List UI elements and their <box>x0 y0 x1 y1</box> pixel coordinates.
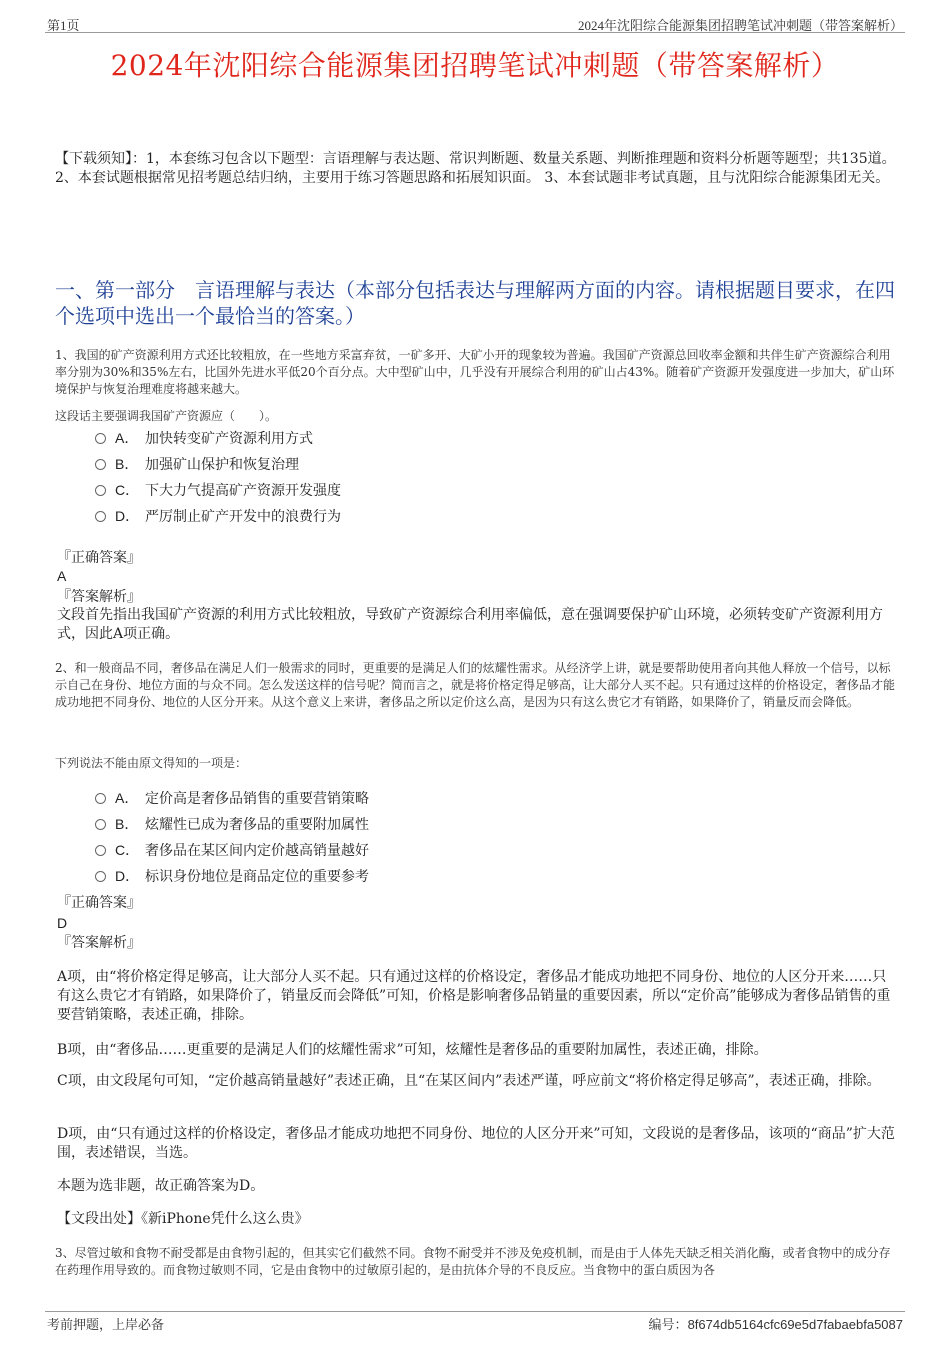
q2-answer-label: 『正确答案』 <box>57 895 141 911</box>
q1-analysis: 文段首先指出我国矿产资源的利用方式比较粗放，导致矿产资源综合利用率偏低，意在强调要保护矿山环境，必须转变矿产资源利用方式，因此A项正确。 <box>57 607 883 642</box>
download-notice: 【下载须知】：1，本套练习包含以下题型：言语理解与表达题、常识判断题、数量关系题、判断推理题和资料分析题等题型；共135道。 2、本套试题根据常见招考题总结归纳，主要用于练习答题思路和拓展知识面。 3、本套试题非考试真题，且与沈阳综合能源集团无关。 <box>55 151 896 186</box>
q2-analysis-a: A项，由“将价格定得足够高，让大部分人买不起。只有通过这样的价格设定，奢侈品才能成功地把不同身份、地位的人区分开来……只有这么贵它才有销路，如果降价了，销量反而会降低”可知，价格是影响奢侈品销量的重要因素，所以“定价高”能够成为奢侈品销售的重要营销策略，表述正确，排除。 <box>57 969 891 1023</box>
q2-analysis-d: D项，由“只有通过这样的价格设定，奢侈品才能成功地把不同身份、地位的人区分开来”可知，文段说的是奢侈品，该项的“商品”扩大范围，表述错误，当选。 <box>57 1126 895 1161</box>
q1-analysis-label: 『答案解析』 <box>57 589 141 605</box>
section-heading: 一、第一部分 言语理解与表达（本部分包括表达与理解两方面的内容。请根据题目要求，在四个选项中选出一个最恰当的答案。） <box>55 278 895 328</box>
q2-conclusion: 本题为选非题，故正确答案为D。 <box>57 1178 265 1194</box>
question-1-ask: 这段话主要强调我国矿产资源应（ ）。 <box>55 409 278 423</box>
q2-option-b[interactable]: B． 炫耀性已成为奢侈品的重要附加属性 <box>95 814 369 834</box>
question-2-ask: 下列说法不能由原文得知的一项是： <box>55 756 248 770</box>
q1-option-d[interactable]: D． 严厉制止矿产开发中的浪费行为 <box>95 506 341 526</box>
q2-analysis-b: B项，由“奢侈品……更重要的是满足人们的炫耀性需求”可知，炫耀性是奢侈品的重要附加属性，表述正确，排除。 <box>57 1042 768 1058</box>
footer-divider <box>45 1311 905 1312</box>
radio-icon[interactable] <box>95 459 106 470</box>
question-2-stem: 2、和一般商品不同，奢侈品在满足人们一般需求的同时，更重要的是满足人们的炫耀性需求。从经济学上讲，就是要帮助使用者向其他人释放一个信号，以标示自己在身份、地位方面的与众不同。怎么发送这样的信号呢？简而言之，就是将价格定得足够高，让大部分人买不起。只有通过这样的价格设定，奢侈品才能成功地把不同身份、地位的人区分开来。从这个意义上来讲，奢侈品之所以定价这么高，是因为只有这么贵它才有销路，如果降价了，销量反而会降低。 <box>55 661 896 709</box>
page-number: 第1页 <box>47 18 80 33</box>
header-doc-title: 2024年沈阳综合能源集团招聘笔试冲刺题（带答案解析） <box>577 18 903 33</box>
q1-answer-label: 『正确答案』 <box>57 550 141 566</box>
q1-option-b[interactable]: B． 加强矿山保护和恢复治理 <box>95 454 299 474</box>
radio-icon[interactable] <box>95 485 106 496</box>
radio-icon[interactable] <box>95 845 106 856</box>
question-1-stem: 1、我国的矿产资源利用方式还比较粗放，在一些地方采富弃贫，一矿多开、大矿小开的现象较为普遍。我国矿产资源总回收率金额和共伴生矿产资源综合利用率分别为30%和35%左右，比国外先进水平低20个百分点。大中型矿山中，几乎没有开展综合利用的矿山占43%。随着矿产资源开发强度进一步加大，矿山环境保护与恢复治理难度将越来越大。 <box>55 348 895 396</box>
q2-analysis-c: C项，由文段尾句可知，“定价越高销量越好”表述正确，且“在某区间内”表述严谨，呼应前文“将价格定得足够高”，表述正确，排除。 <box>57 1073 881 1089</box>
q1-option-a[interactable]: A． 加快转变矿产资源利用方式 <box>95 428 313 448</box>
header-divider <box>45 32 905 33</box>
radio-icon[interactable] <box>95 511 106 522</box>
question-3-stem: 3、尽管过敏和食物不耐受都是由食物引起的，但其实它们截然不同。食物不耐受并不涉及免疫机制，而是由于人体先天缺乏相关消化酶，或者食物中的成分存在药理作用导致的。而食物过敏则不同，它是由食物中的过敏原引起的，是由抗体介导的不良反应。当食物中的蛋白质因为各 <box>55 1246 891 1277</box>
footer-code: 编号：8f674db5164cfc69e5d7fabaebfa5087 <box>648 1317 903 1333</box>
radio-icon[interactable] <box>95 819 106 830</box>
page-title: 2024年沈阳综合能源集团招聘笔试冲刺题（带答案解析） <box>110 49 840 82</box>
q2-analysis-label: 『答案解析』 <box>57 935 141 951</box>
radio-icon[interactable] <box>95 793 106 804</box>
q2-option-d[interactable]: D． 标识身份地位是商品定位的重要参考 <box>95 866 369 886</box>
footer-slogan: 考前押题，上岸必备 <box>47 1318 165 1333</box>
q2-source: 【文段出处】《新iPhone凭什么这么贵》 <box>57 1211 309 1227</box>
q2-answer: D <box>57 915 68 931</box>
q1-option-c[interactable]: C． 下大力气提高矿产资源开发强度 <box>95 480 341 500</box>
q2-option-a[interactable]: A． 定价高是奢侈品销售的重要营销策略 <box>95 788 369 808</box>
radio-icon[interactable] <box>95 871 106 882</box>
q1-answer: A <box>57 568 67 584</box>
radio-icon[interactable] <box>95 433 106 444</box>
q2-option-c[interactable]: C． 奢侈品在某区间内定价越高销量越好 <box>95 840 369 860</box>
